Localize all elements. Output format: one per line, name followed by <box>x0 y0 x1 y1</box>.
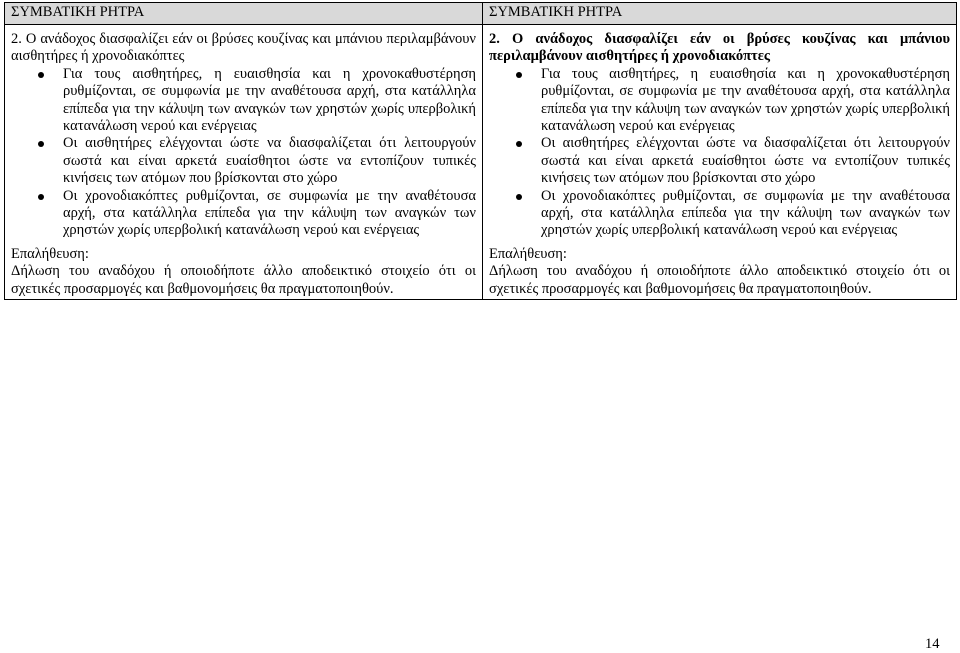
requirement-title: 2. Ο ανάδοχος διασφαλίζει εάν οι βρύσες κουζίνας και μπάνιου περιλαμβάνουν αισθητήρες ή χρονοδιακόπτες <box>11 31 476 65</box>
requirement-bullet-list <box>11 66 476 240</box>
clause-table <box>4 2 957 300</box>
bullet-icon <box>516 72 522 78</box>
bullet-text: Για τους αισθητήρες, η ευαισθησία και η χρονοκαθυστέρηση ρυθμίζονται, σε συμφωνία με την αναθέτουσα αρχή, στα κατάλληλα επίπεδα για την κάλυψη των αναγκών των χρηστών χωρίς υπερβολική κατανάλωση νερού και ενέργειας <box>63 65 476 135</box>
bullet-text: Οι χρονοδιακόπτες ρυθμίζονται, σε συμφωνία με την αναθέτουσα αρχή, στα κατάλληλα επίπεδα για την κάλυψη των αναγκών των χρηστών χωρίς υπερβολική κατανάλωση νερού και ενέργειας <box>63 187 476 239</box>
list-item <box>11 135 476 187</box>
verification-label: Επαλήθευση: <box>11 245 89 262</box>
requirement-title: 2. Ο ανάδοχος διασφαλίζει εάν οι βρύσες κουζίνας και μπάνιου περιλαμβάνουν αισθητήρες ή χρονοδιακόπτες <box>489 31 950 65</box>
bullet-text: Για τους αισθητήρες, η ευαισθησία και η χρονοκαθυστέρηση ρυθμίζονται, σε συμφωνία με την αναθέτουσα αρχή, στα κατάλληλα επίπεδα για την κάλυψη των αναγκών των χρηστών χωρίς υπερβολική κατανάλωση νερού και ενέργειας <box>541 65 950 135</box>
requirement-bullet-list <box>489 66 950 240</box>
bullet-text: Οι χρονοδιακόπτες ρυθμίζονται, σε συμφωνία με την αναθέτουσα αρχή, στα κατάλληλα επίπεδα για την κάλυψη των αναγκών των χρηστών χωρίς υπερβολική κατανάλωση νερού και ενέργειας <box>541 187 950 239</box>
bullet-text: Οι αισθητήρες ελέγχονται ώστε να διασφαλίζεται ότι λειτουργούν σωστά και είναι αρκετά ευαίσθητοι ώστε να εντοπίζουν τυπικές κινήσεις των ατόμων που βρίσκονται στο χώρο <box>541 135 950 187</box>
list-item <box>489 188 950 240</box>
bullet-icon <box>38 72 44 78</box>
left-content-cell <box>5 25 483 300</box>
verification-text: Δήλωση του αναδόχου ή οποιοδήποτε άλλο αποδεικτικό στοιχείο ότι οι σχετικές προσαρμογές και βαθμονομήσεις θα πραγματοποιηθούν. <box>489 263 950 297</box>
page-number: 14 <box>925 636 940 652</box>
header-cell-left: ΣΥΜΒΑΤΙΚΗ ΡΗΤΡΑ <box>5 3 483 25</box>
list-item <box>489 135 950 187</box>
bullet-icon <box>516 194 522 200</box>
bullet-icon <box>516 141 522 147</box>
header-row <box>5 3 957 25</box>
list-item <box>11 66 476 136</box>
header-cell-right: ΣΥΜΒΑΤΙΚΗ ΡΗΤΡΑ <box>483 3 957 25</box>
verification-label: Επαλήθευση: <box>489 245 567 262</box>
list-item <box>11 188 476 240</box>
verification-text: Δήλωση του αναδόχου ή οποιοδήποτε άλλο αποδεικτικό στοιχείο ότι οι σχετικές προσαρμογές και βαθμονομήσεις θα πραγματοποιηθούν. <box>11 263 476 297</box>
list-item <box>489 66 950 136</box>
bullet-icon <box>38 194 44 200</box>
right-content-cell <box>483 25 957 300</box>
bullet-icon <box>38 141 44 147</box>
bullet-text: Οι αισθητήρες ελέγχονται ώστε να διασφαλίζεται ότι λειτουργούν σωστά και είναι αρκετά ευαίσθητοι ώστε να εντοπίζουν τυπικές κινήσεις των ατόμων που βρίσκονται στο χώρο <box>63 135 476 187</box>
content-row <box>5 25 957 300</box>
